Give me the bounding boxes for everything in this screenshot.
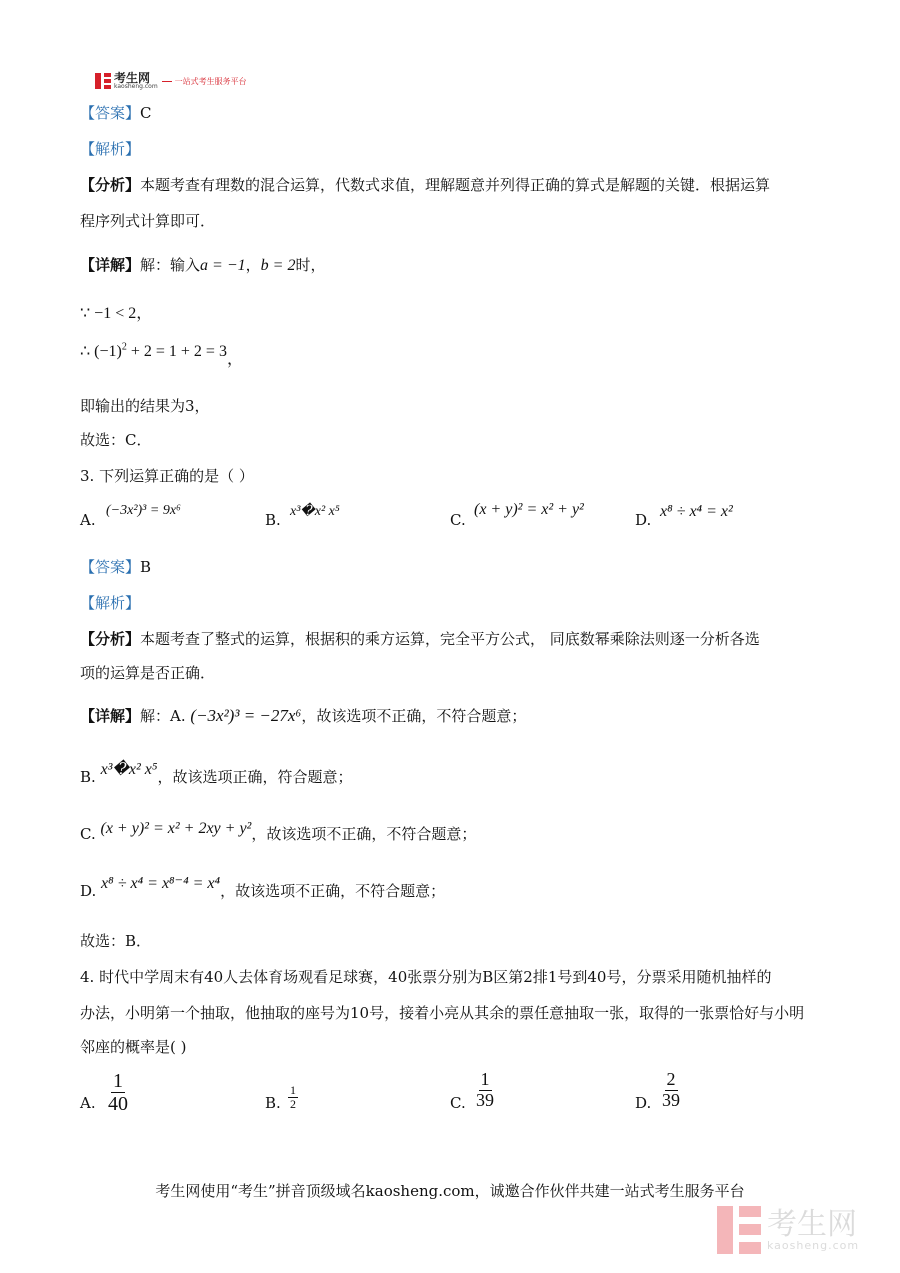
option-a-label: A. (80, 511, 96, 529)
q3-fenxi-line-2: 项的运算是否正确． (80, 664, 216, 682)
q3-answer-line (80, 556, 151, 577)
fraction-denominator: 39 (662, 1089, 680, 1110)
watermark-icon (717, 1206, 761, 1254)
option-a-fraction (106, 1070, 130, 1115)
detail-suffix: 时， (295, 256, 326, 274)
option-c-expr: (x + y)² = x² + y² (474, 501, 584, 518)
detail-a-expr: (−3x²)³ = −27x⁶ (190, 706, 302, 725)
answer-value: C (140, 104, 152, 122)
option-d-label: D. (635, 1094, 652, 1112)
answer-label: 【答案】 (80, 558, 141, 576)
detail-c-label: C. (80, 825, 96, 843)
fraction-denominator: 2 (290, 1097, 296, 1112)
option-b-label: B. (265, 1094, 281, 1112)
step-comma: ， (226, 351, 243, 368)
q3-detail-c (80, 817, 477, 843)
logo-icon (95, 73, 111, 89)
logo-slogan: 一站式考生服务平台 (174, 76, 247, 86)
fenxi-text: 本题考查了整式的运算，根据积的乘方运算，完全平方公式， 同底数幂乘除法则逐一分析各选 (140, 630, 760, 648)
q4-stem-3: 邻座的概率是( ) (80, 1038, 187, 1056)
q4-stem-1: 4. 时代中学周末有40人去体育场观看足球赛，40张票分别为B区第2排1号到40号，分票采用随机抽样的 (80, 968, 772, 986)
analysis-label: 【解析】 (80, 594, 141, 612)
analysis-label: 【解析】 (80, 140, 141, 158)
option-a-expr: (−3x²)³ = 9x⁶ (106, 503, 181, 518)
option-c-label: C. (450, 1094, 466, 1112)
detail-b-text: ，故该选项正确，符合题意； (157, 768, 353, 786)
option-d-label: D. (635, 511, 652, 529)
q4-options (80, 1070, 820, 1120)
fraction-numerator: 1 (480, 1069, 490, 1089)
choose-line: 故选：C． (80, 431, 152, 449)
q3-detail-b (80, 758, 353, 786)
detail-a-prefix: 解：A. (140, 707, 186, 725)
answer-value: B (140, 558, 152, 576)
q3-stem: 3. 下列运算正确的是（ ） (80, 467, 254, 485)
fraction-numerator: 1 (290, 1083, 296, 1097)
step-because: ∵ −1 < 2， (80, 305, 153, 322)
fenxi-label: 【分析】 (80, 630, 141, 648)
q3-fenxi-line-1 (80, 628, 760, 649)
option-d-fraction (660, 1070, 682, 1111)
fraction-numerator: 1 (113, 1070, 123, 1092)
output-line: 即输出的结果为3， (80, 397, 210, 415)
detail-label: 【详解】 (80, 707, 141, 725)
detail-b-expr: x³�x² x⁵ (100, 761, 158, 778)
site-logo (95, 72, 247, 90)
step-exponent: 2 (121, 341, 127, 353)
option-c-fraction (474, 1070, 496, 1111)
math-b-value: b = 2 (260, 257, 296, 274)
step-tail: + 2 = 1 + 2 = 3 (126, 343, 227, 360)
fenxi-text: 本题考查有理数的混合运算，代数式求值，理解题意并列得正确的算式是解题的关键．根据运算 (140, 176, 771, 194)
watermark-text: 考生网 (767, 1206, 857, 1242)
logo-text: 考生网 (114, 71, 151, 85)
detail-sep: ， (245, 256, 261, 274)
option-a-label: A. (80, 1094, 96, 1112)
detail-prefix: 解：输入 (140, 256, 201, 274)
q4-stem-2: 办法，小明第一个抽取，他抽取的座号为10号，接着小亮从其余的票任意抽取一张，取得的一张票恰好与小明 (80, 1004, 805, 1022)
option-b-fraction (288, 1084, 298, 1111)
footer-text: 考生网使用“考生”拼音顶级域名kaosheng.com，诚邀合作伙伴共建一站式考生服务平台 (155, 1182, 745, 1200)
q2-detail-line (80, 254, 325, 275)
logo-domain: kaosheng.com (114, 83, 158, 90)
math-a-value: a = −1 (200, 257, 246, 274)
step-therefore (80, 338, 243, 368)
option-b-expr: x³�x² x⁵ (290, 504, 340, 519)
q2-answer-line (80, 102, 152, 123)
detail-b-label: B. (80, 768, 96, 786)
detail-d-text: ，故该选项不正确，不符合题意； (220, 882, 446, 900)
q3-detail-a (80, 705, 526, 726)
detail-a-text: ，故该选项不正确，不符合题意； (301, 707, 527, 725)
option-d-expr: x⁸ ÷ x⁴ = x² (660, 503, 733, 520)
detail-d-expr: x⁸ ÷ x⁴ = x⁸⁻⁴ = x⁴ (101, 875, 221, 892)
choose-line: 故选：B． (80, 932, 152, 950)
fenxi-label: 【分析】 (80, 176, 141, 194)
q3-options (80, 503, 820, 529)
watermark-domain: kaosheng.com (767, 1238, 860, 1252)
step-head: ∴ (−1) (80, 343, 122, 360)
option-b-label: B. (265, 511, 281, 529)
watermark-logo (717, 1206, 859, 1254)
detail-c-text: ，故该选项不正确，不符合题意； (251, 825, 477, 843)
detail-label: 【详解】 (80, 256, 141, 274)
q2-fenxi-line-1 (80, 174, 770, 195)
q3-detail-d (80, 872, 446, 900)
option-c-label: C. (450, 511, 466, 529)
detail-d-label: D. (80, 882, 97, 900)
answer-label: 【答案】 (80, 104, 141, 122)
fraction-denominator: 39 (476, 1089, 494, 1110)
q2-fenxi-line-2: 程序列式计算即可． (80, 212, 216, 230)
detail-c-expr: (x + y)² = x² + 2xy + y² (100, 820, 252, 837)
fraction-denominator: 40 (108, 1093, 128, 1115)
fraction-numerator: 2 (666, 1069, 676, 1089)
